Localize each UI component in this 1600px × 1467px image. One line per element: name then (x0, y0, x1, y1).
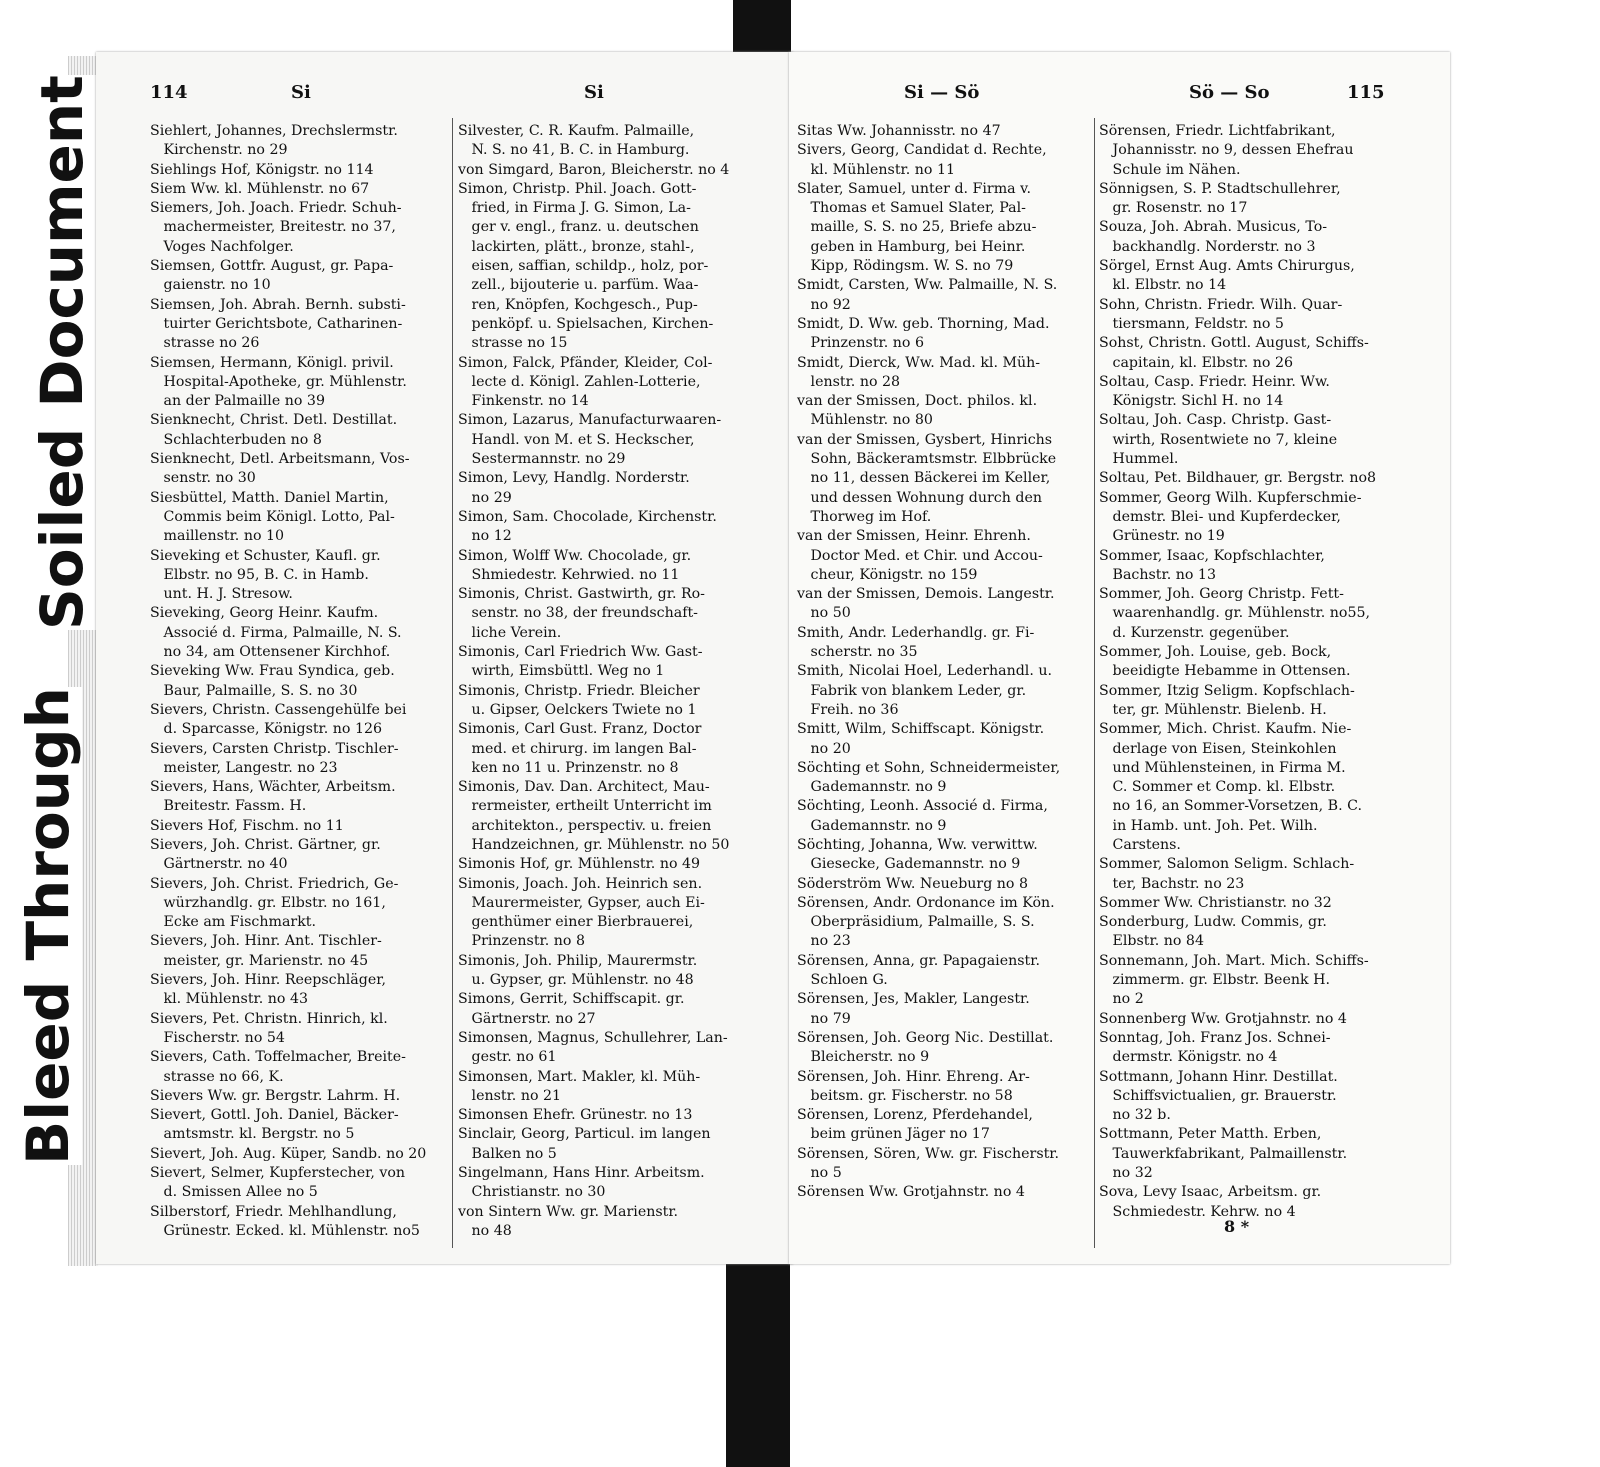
directory-entry (797, 1106, 1091, 1145)
entry-text: Sova, Levy Isaac, Arbeitsm. gr. Schmiedestr. Kehrw. no 4 (1099, 1184, 1322, 1220)
entry-text: Sievert, Gottl. Joh. Daniel, Bäcker- amtsmstr. kl. Bergstr. no 5 (150, 1107, 399, 1143)
directory-entry (1099, 913, 1399, 952)
entry-text: Sievers, Pet. Christn. Hinrich, kl. Fischerstr. no 54 (150, 1010, 388, 1046)
directory-entry (1099, 682, 1399, 721)
directory-entry (150, 701, 450, 740)
right-page (789, 52, 1450, 1264)
directory-entry (797, 720, 1091, 759)
directory-entry (797, 392, 1091, 431)
directory-entry (150, 450, 450, 489)
directory-entry (797, 141, 1091, 180)
entry-text: Smitt, Wilm, Schiffscapt. Königstr. no 20 (797, 721, 1045, 757)
directory-entry (797, 990, 1091, 1029)
header-center: Si (584, 82, 604, 103)
directory-entry (458, 778, 768, 855)
entry-text: Smith, Andr. Lederhandlg. gr. Fi- scherstr. no 35 (797, 624, 1035, 661)
entry-text: von Simgard, Baron, Bleicherstr. no 4 (458, 161, 730, 178)
entry-text: Simonis Hof, gr. Mühlenstr. no 49 (458, 856, 701, 873)
directory-entry (458, 1203, 768, 1242)
directory-entry (458, 875, 768, 952)
entry-text: Sitas Ww. Johannisstr. no 47 (797, 123, 1001, 139)
directory-entry (150, 740, 450, 779)
directory-entry (458, 682, 768, 721)
entry-text: Sievers, Cath. Toffelmacher, Breite- strasse no 66, K. (150, 1049, 406, 1085)
entry-text: Singelmann, Hans Hinr. Arbeitsm. Christianstr. no 30 (458, 1165, 705, 1201)
left-page (96, 52, 793, 1264)
entry-text: Sonntag, Joh. Franz Jos. Schnei- dermstr. Königstr. no 4 (1099, 1029, 1331, 1066)
entry-text: Siemsen, Gottfr. August, gr. Papa- gaienstr. no 10 (150, 258, 394, 294)
directory-entry (1099, 411, 1399, 469)
directory-entry (1099, 720, 1399, 855)
directory-entry (150, 199, 450, 257)
directory-entry (1099, 296, 1399, 335)
entry-text: Sommer, Salomon Seligm. Schlach- ter, Bachstr. no 23 (1099, 856, 1355, 892)
directory-entry (150, 604, 450, 662)
entry-text: Sörensen, Andr. Ordonance im Kön. Oberpräsidium, Palmaille, S. S. no 23 (797, 894, 1055, 950)
entry-text: Sörensen, Jes, Makler, Langestr. no 79 (797, 991, 1030, 1027)
directory-entry (150, 1087, 450, 1106)
entry-text: Sommer, Joh. Georg Christp. Fett- waarenhandlg. gr. Mühlenstr. no55, d. Kurzenstr. gegenüber. (1099, 586, 1371, 641)
entry-text: Simons, Gerrit, Schiffscapit. gr. Gärtnerstr. no 27 (458, 991, 685, 1027)
column-rule (1094, 118, 1095, 1248)
entry-text: Sienknecht, Christ. Detl. Destillat. Schlachterbuden no 8 (150, 412, 398, 448)
entry-text: Sohst, Christn. Gottl. August, Schiffs- capitain, kl. Elbstr. no 26 (1099, 335, 1369, 371)
entry-text: Sörensen, Joh. Georg Nic. Destillat. Bleicherstr. no 9 (797, 1029, 1054, 1066)
entry-text: Sievers Ww. gr. Bergstr. Lahrm. H. (150, 1087, 401, 1104)
directory-entry (150, 662, 450, 701)
entry-text: Slater, Samuel, unter d. Firma v. Thomas et Samuel Slater, Pal- maille, S. S. no 25, Briefe abzu- geben in Hamburg, bei Heinr. Kipp, Rödingsm. W. S. no 79 (797, 180, 1037, 275)
directory-entry (1099, 1010, 1399, 1029)
directory-entry (797, 759, 1091, 798)
directory-entry (1099, 334, 1399, 373)
directory-entry (150, 489, 450, 547)
directory-entry (150, 875, 450, 933)
directory-entry (797, 894, 1091, 952)
directory-entry (797, 1145, 1091, 1184)
directory-entry (1099, 469, 1399, 488)
directory-entry (797, 952, 1091, 991)
directory-entry (797, 122, 1091, 141)
entry-text: Söderström Ww. Neueburg no 8 (797, 875, 1029, 892)
left-column-1 (150, 122, 450, 1241)
entry-text: Sievers, Joh. Christ. Friedrich, Ge- würzhandlg. gr. Elbstr. no 161, Ecke am Fischmarkt. (150, 875, 399, 931)
directory-entry (797, 431, 1091, 527)
entry-text: Sommer, Mich. Christ. Kaufm. Nie- derlage von Eisen, Steinkohlen und Mühlensteinen, in Firma M. C. Sommer et Comp. kl. Elbstr. no 16, an Sommer-Vorsetzen, B. C. in Hamb. unt. Joh. Pet. Wilh. Carstens. (1099, 721, 1362, 853)
directory-entry (1099, 180, 1399, 219)
page-number: 114 (150, 82, 188, 103)
entry-text: van der Smissen, Demois. Langestr. no 50 (797, 586, 1055, 622)
directory-entry (458, 585, 768, 643)
entry-text: Sieveking et Schuster, Kaufl. gr. Elbstr. no 95, B. C. in Hamb. unt. H. J. Stresow. (150, 547, 381, 603)
directory-entry (458, 952, 768, 991)
entry-text: Siehlert, Johannes, Drechslermstr. Kirchenstr. no 29 (150, 123, 398, 159)
entry-text: von Sintern Ww. gr. Marienstr. no 48 (458, 1203, 679, 1239)
directory-entry (1099, 1125, 1399, 1183)
directory-entry (797, 1029, 1091, 1068)
directory-entry (150, 1048, 450, 1087)
directory-entry (458, 1029, 768, 1068)
directory-entry (150, 547, 450, 605)
directory-entry (458, 354, 768, 412)
directory-entry (797, 354, 1091, 393)
entry-text: Sievers, Christn. Cassengehülfe bei d. Sparcasse, Königstr. no 126 (150, 701, 407, 738)
entry-text: Silvester, C. R. Kaufm. Palmaille, N. S. no 41, B. C. in Hamburg. (458, 123, 695, 159)
soiled-document-stamp: Soiled Document (28, 75, 96, 630)
entry-text: Simonsen, Mart. Makler, kl. Müh- lenstr. no 21 (458, 1068, 701, 1104)
right-column-2 (1099, 122, 1399, 1222)
entry-text: Siemsen, Hermann, Königl. privil. Hospital-Apotheke, gr. Mühlenstr. an der Palmaille no 39 (150, 354, 407, 410)
directory-entry (1099, 585, 1399, 643)
entry-text: Söchting, Leonh. Associé d. Firma, Gademannstr. no 9 (797, 798, 1048, 834)
directory-entry (458, 469, 768, 508)
entry-text: Sievert, Joh. Aug. Küper, Sandb. no 20 (150, 1145, 427, 1162)
directory-entry (1099, 1068, 1399, 1126)
entry-text: Sottmann, Johann Hinr. Destillat. Schiffsvictualien, gr. Brauerstr. no 32 b. (1099, 1068, 1338, 1124)
entry-text: Sommer, Isaac, Kopfschlachter, Bachstr. no 13 (1099, 547, 1325, 583)
directory-entry (458, 180, 768, 354)
directory-entry (797, 875, 1091, 894)
directory-entry (797, 797, 1091, 836)
entry-text: Sörensen Ww. Grotjahnstr. no 4 (797, 1184, 1025, 1201)
entry-text: Sonderburg, Ludw. Commis, gr. Elbstr. no 84 (1099, 914, 1327, 950)
directory-entry (1099, 122, 1399, 180)
page-number: 115 (1347, 82, 1385, 103)
directory-entry (1099, 373, 1399, 412)
entry-text: Simonis, Christ. Gastwirth, gr. Ro- senstr. no 38, der freundschaft- liche Verein. (458, 586, 705, 641)
directory-entry (1099, 643, 1399, 682)
entry-text: Smidt, D. Ww. geb. Thorning, Mad. Prinzenstr. no 6 (797, 315, 1050, 352)
entry-text: Sinclair, Georg, Particul. im langen Balken no 5 (458, 1126, 711, 1162)
entry-text: Silberstorf, Friedr. Mehlhandlung, Grünestr. Ecked. kl. Mühlenstr. no5 (150, 1203, 420, 1239)
entry-text: Sonnenberg Ww. Grotjahnstr. no 4 (1099, 1010, 1347, 1027)
directory-entry (150, 836, 450, 875)
entry-text: Simonis, Christp. Friedr. Bleicher u. Gipser, Oelckers Twiete no 1 (458, 682, 700, 718)
header-left: Si — Sö (904, 82, 980, 103)
directory-entry (458, 161, 768, 180)
directory-entry (150, 411, 450, 450)
directory-entry (150, 1203, 450, 1242)
left-column-2 (458, 122, 768, 1241)
directory-entry (1099, 952, 1399, 1010)
entry-text: Siehlings Hof, Königstr. no 114 (150, 161, 374, 178)
entry-text: Simonis, Carl Gust. Franz, Doctor med. et chirurg. im langen Bal- ken no 11 u. Prinzenstr. no 8 (458, 721, 702, 776)
entry-text: Sörensen, Joh. Hinr. Ehreng. Ar- beitsm. gr. Fischerstr. no 58 (797, 1068, 1030, 1104)
entry-text: Sommer, Joh. Louise, geb. Bock, beeidigte Hebamme in Ottensen. (1099, 644, 1351, 680)
directory-entry (150, 971, 450, 1010)
directory-entry (458, 720, 768, 778)
directory-entry (1099, 257, 1399, 296)
bleed-through-stamp: Bleed Through (14, 687, 82, 1165)
entry-text: Sönnigsen, S. P. Stadtschullehrer, gr. Rosenstr. no 17 (1099, 180, 1341, 217)
directory-entry (797, 585, 1091, 624)
directory-entry (150, 354, 450, 412)
column-rule (452, 118, 453, 1248)
entry-text: Sörensen, Lorenz, Pferdehandel, beim grünen Jäger no 17 (797, 1107, 1033, 1143)
entry-text: Sievers, Joh. Hinr. Reepschläger, kl. Mühlenstr. no 43 (150, 972, 386, 1008)
entry-text: Soltau, Joh. Casp. Christp. Gast- wirth, Rosentwiete no 7, kleine Hummel. (1099, 412, 1338, 468)
directory-entry (797, 180, 1091, 276)
directory-entry (150, 932, 450, 971)
entry-text: Siemers, Joh. Joach. Friedr. Schuh- machermeister, Breitestr. no 37, Voges Nachfolger. (150, 200, 402, 255)
entry-text: Söchting, Johanna, Ww. verwittw. Giesecke, Gademannstr. no 9 (797, 836, 1038, 873)
entry-text: Siemsen, Joh. Abrah. Bernh. substi- tuirter Gerichtsbote, Catharinen- strasse no 26 (150, 296, 406, 352)
entry-text: Soltau, Casp. Friedr. Heinr. Ww. Königstr. Sichl H. no 14 (1099, 373, 1330, 410)
entry-text: Sivers, Georg, Candidat d. Rechte, kl. Mühlenstr. no 11 (797, 142, 1047, 178)
directory-entry (797, 276, 1091, 315)
header-right: Sö — So (1189, 82, 1270, 103)
directory-entry (458, 1125, 768, 1164)
entry-text: Sievers, Carsten Christp. Tischler- meister, Langestr. no 23 (150, 740, 399, 776)
directory-entry (797, 1068, 1091, 1107)
entry-text: Sonnemann, Joh. Mart. Mich. Schiffs- zimmerm. gr. Elbstr. Beenk H. no 2 (1099, 952, 1369, 1008)
entry-text: Sörensen, Sören, Ww. gr. Fischerstr. no 5 (797, 1145, 1060, 1182)
directory-entry (150, 257, 450, 296)
entry-text: Siesbüttel, Matth. Daniel Martin, Commis beim Königl. Lotto, Pal- maillenstr. no 10 (150, 489, 395, 545)
directory-entry (458, 855, 768, 874)
entry-text: Sommer, Georg Wilh. Kupferschmie- demstr. Blei- und Kupferdecker, Grünestr. no 19 (1099, 489, 1362, 545)
entry-text: van der Smissen, Doct. philos. kl. Mühlenstr. no 80 (797, 393, 1038, 429)
directory-entry (150, 1106, 450, 1145)
directory-entry (797, 527, 1091, 585)
entry-text: Simonis, Carl Friedrich Ww. Gast- wirth, Eimsbüttl. Weg no 1 (458, 644, 703, 680)
directory-entry (797, 315, 1091, 354)
entry-text: Sievert, Selmer, Kupferstecher, von d. Smissen Allee no 5 (150, 1165, 406, 1201)
entry-text: van der Smissen, Gysbert, Hinrichs Sohn, Bäckeramtsmstr. Elbbrücke no 11, dessen Bäckerei im Keller, und dessen Wohnung durch den Thorweg im Hof. (797, 431, 1057, 525)
directory-entry (1099, 894, 1399, 913)
entry-text: Sottmann, Peter Matth. Erben, Tauwerkfabrikant, Palmaillenstr. no 32 (1099, 1126, 1348, 1182)
directory-entry (797, 836, 1091, 875)
entry-text: Sienknecht, Detl. Arbeitsmann, Vos- senstr. no 30 (150, 451, 410, 487)
entry-text: Simonsen, Magnus, Schullehrer, Lan- gestr. no 61 (458, 1029, 728, 1066)
signature-mark: 8 * (1224, 1217, 1250, 1236)
directory-entry (797, 1183, 1091, 1202)
entry-text: Simonsen Ehefr. Grünestr. no 13 (458, 1107, 693, 1124)
directory-entry (150, 778, 450, 817)
entry-text: Söchting et Sohn, Schneidermeister, Gademannstr. no 9 (797, 759, 1061, 796)
directory-entry (458, 508, 768, 547)
directory-entry (458, 1164, 768, 1203)
entry-text: Sievers, Joh. Hinr. Ant. Tischler- meister, gr. Marienstr. no 45 (150, 933, 382, 969)
directory-entry (150, 1145, 450, 1164)
right-column-1 (797, 122, 1091, 1203)
entry-text: Smith, Nicolai Hoel, Lederhandl. u. Fabrik von blankem Leder, gr. Freih. no 36 (797, 663, 1053, 718)
entry-text: Sievers, Hans, Wächter, Arbeitsm. Breitestr. Fassm. H. (150, 779, 396, 815)
entry-text: Sommer Ww. Christianstr. no 32 (1099, 894, 1332, 911)
directory-entry (150, 1010, 450, 1049)
directory-entry (797, 662, 1091, 720)
entry-text: van der Smissen, Heinr. Ehrenh. Doctor Med. et Chir. und Accou- cheur, Königstr. no 159 (797, 528, 1043, 583)
directory-entry (458, 990, 768, 1029)
entry-text: Sieveking, Georg Heinr. Kaufm. Associé d. Firma, Palmaille, N. S. no 34, am Ottensener Kirchhof. (150, 605, 402, 661)
entry-text: Sieveking Ww. Frau Syndica, geb. Baur, Palmaille, S. S. no 30 (150, 663, 395, 699)
directory-entry (1099, 547, 1399, 586)
entry-text: Simon, Sam. Chocolade, Kirchenstr. no 12 (458, 508, 717, 545)
entry-text: Souza, Joh. Abrah. Musicus, To- backhandlg. Norderstr. no 3 (1099, 219, 1328, 255)
entry-text: Siem Ww. kl. Mühlenstr. no 67 (150, 180, 370, 197)
directory-entry (150, 296, 450, 354)
directory-entry (150, 122, 450, 161)
directory-entry (1099, 489, 1399, 547)
directory-entry (458, 1106, 768, 1125)
entry-text: Soltau, Pet. Bildhauer, gr. Bergstr. no8 (1099, 470, 1377, 487)
entry-text: Sörensen, Anna, gr. Papagaienstr. Schloen G. (797, 952, 1040, 989)
entry-text: Simonis, Joh. Philip, Maurermstr. u. Gypser, gr. Mühlenstr. no 48 (458, 952, 698, 989)
book-spine-bottom (726, 1262, 790, 1467)
left-page-header (96, 82, 793, 112)
directory-entry (458, 122, 768, 161)
directory-entry (1099, 218, 1399, 257)
directory-entry (1099, 1029, 1399, 1068)
entry-text: Smidt, Dierck, Ww. Mad. kl. Müh- lenstr. no 28 (797, 354, 1041, 390)
entry-text: Sörgel, Ernst Aug. Amts Chirurgus, kl. Elbstr. no 14 (1099, 258, 1355, 294)
right-page-header (789, 82, 1450, 112)
entry-text: Simon, Wolff Ww. Chocolade, gr. Shmiedestr. Kehrwied. no 11 (458, 547, 692, 583)
directory-entry (150, 1164, 450, 1203)
directory-entry (458, 643, 768, 682)
directory-entry (150, 161, 450, 180)
directory-entry (150, 817, 450, 836)
directory-entry (1099, 855, 1399, 894)
entry-text: Sievers Hof, Fischm. no 11 (150, 817, 344, 834)
entry-text: Simon, Levy, Handlg. Norderstr. no 29 (458, 470, 690, 506)
entry-text: Smidt, Carsten, Ww. Palmaille, N. S. no 92 (797, 277, 1058, 313)
directory-entry (458, 547, 768, 586)
entry-text: Simonis, Joach. Joh. Heinrich sen. Maurermeister, Gypser, auch Ei- genthümer einer Bierbrauerei, Prinzenstr. no 8 (458, 875, 705, 950)
entry-text: Simon, Christp. Phil. Joach. Gott- fried, in Firma J. G. Simon, La- ger v. engl., franz. u. deutschen lackirten, plätt., bronze, stahl-, eisen, saffian, schildp., holz, por- zell., bijouterie u. parfüm. Waa- ren, Knöpfen, Kochgesch., Pup- penköpf. u. Spielsachen, Kirchen- strasse no 15 (458, 180, 714, 352)
directory-entry (150, 180, 450, 199)
entry-text: Sommer, Itzig Seligm. Kopfschlach- ter, gr. Mühlenstr. Bielenb. H. (1099, 682, 1355, 718)
directory-entry (797, 624, 1091, 663)
header-left: Si (291, 82, 311, 103)
entry-text: Simonis, Dav. Dan. Architect, Mau- rermeister, ertheilt Unterricht im architekton., perspectiv. u. freien Handzeichnen, gr. Mühlenstr. no 50 (458, 779, 730, 853)
entry-text: Simon, Lazarus, Manufacturwaaren- Handl. von M. et S. Heckscher, Sestermannstr. no 29 (458, 412, 722, 468)
directory-entry (458, 411, 768, 469)
entry-text: Simon, Falck, Pfänder, Kleider, Col- lecte d. Königl. Zahlen-Lotterie, Finkenstr. no 14 (458, 354, 713, 410)
directory-entry (458, 1068, 768, 1107)
entry-text: Sievers, Joh. Christ. Gärtner, gr. Gärtnerstr. no 40 (150, 836, 381, 873)
entry-text: Sörensen, Friedr. Lichtfabrikant, Johannisstr. no 9, dessen Ehefrau Schule im Nähen. (1099, 123, 1354, 178)
entry-text: Sohn, Christn. Friedr. Wilh. Quar- tiersmann, Feldstr. no 5 (1099, 296, 1343, 332)
